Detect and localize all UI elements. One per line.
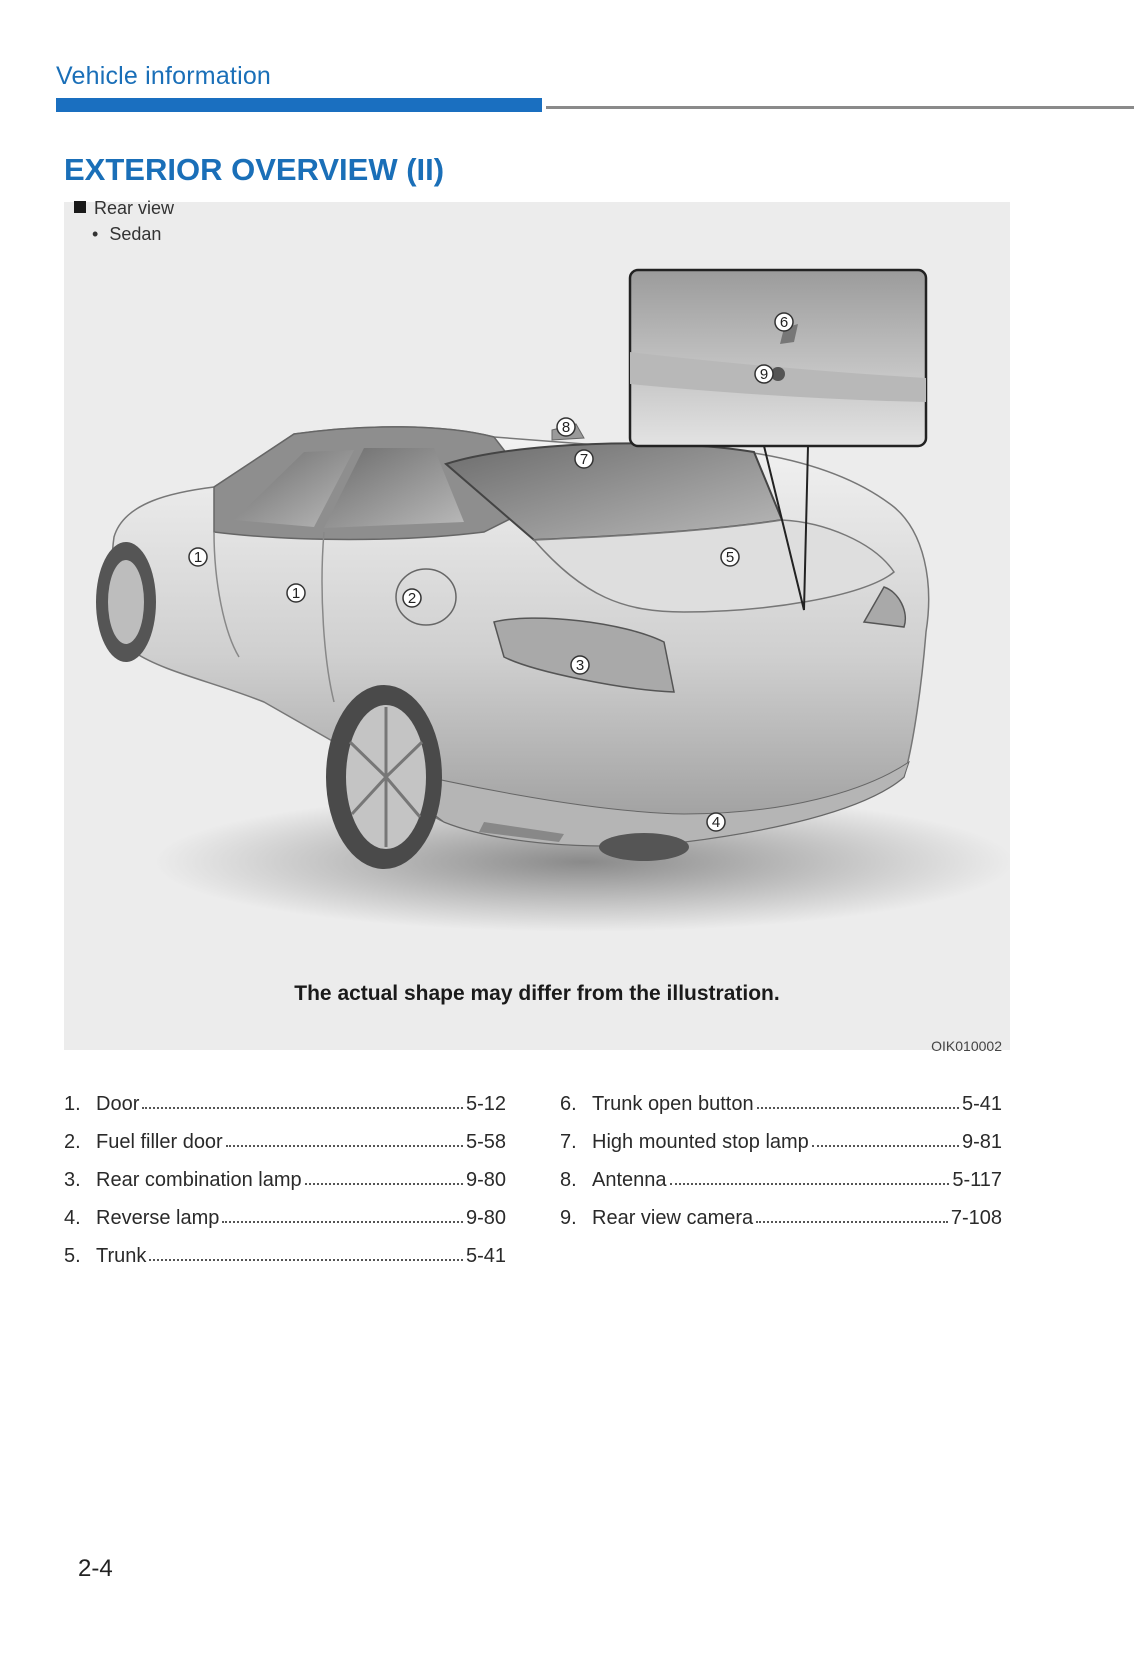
front-rim — [108, 560, 144, 644]
list-item — [64, 1116, 506, 1154]
leader-dots — [142, 1107, 463, 1109]
list-item — [560, 1078, 1002, 1116]
callout-marker — [287, 584, 305, 602]
item-number: 8. — [560, 1169, 577, 1191]
parts-list-right — [560, 1078, 1002, 1230]
page-reference: 5-41 — [961, 1093, 1002, 1115]
item-number: 2. — [64, 1131, 81, 1153]
page-reference: 7-108 — [950, 1207, 1002, 1229]
list-item — [64, 1154, 506, 1192]
item-label: Reverse lamp — [96, 1207, 220, 1229]
exterior-illustration — [64, 198, 1010, 1054]
callout-label: 5 — [725, 549, 735, 566]
callout-label: 3 — [575, 657, 585, 674]
page-reference: 9-80 — [465, 1207, 506, 1229]
list-item — [560, 1116, 1002, 1154]
page-reference: 9-80 — [465, 1169, 506, 1191]
item-label: High mounted stop lamp — [592, 1131, 809, 1153]
item-label: Door — [96, 1093, 140, 1115]
dot-bullet-icon: • — [92, 224, 99, 244]
page-reference: 5-117 — [952, 1169, 1002, 1191]
item-label: Rear combination lamp — [96, 1169, 302, 1191]
leader-dots — [226, 1145, 463, 1147]
list-item — [64, 1078, 506, 1116]
item-number: 9. — [560, 1207, 577, 1229]
item-label: Antenna — [592, 1169, 667, 1191]
item-label: Fuel filler door — [96, 1131, 223, 1153]
page-number: 2-4 — [78, 1555, 113, 1582]
item-label: Trunk — [96, 1245, 147, 1267]
item-number: 5. — [64, 1245, 81, 1267]
section-header: Vehicle information — [56, 62, 272, 90]
item-label: Trunk open button — [592, 1093, 754, 1115]
leader-dots — [757, 1107, 959, 1109]
callout-label: 1 — [291, 585, 301, 602]
variant-label: Sedan — [109, 224, 162, 244]
header-rule-gray — [546, 106, 1134, 109]
callout-label: 1 — [193, 549, 203, 566]
page-reference: 5-12 — [465, 1093, 506, 1115]
leader-dots — [812, 1145, 959, 1147]
figure-caption: The actual shape may differ from the illustration. — [294, 982, 780, 1005]
leader-dots — [222, 1221, 463, 1223]
leader-dots — [305, 1183, 463, 1185]
car-rear-view-drawing — [64, 202, 1010, 1050]
item-label: Rear view camera — [592, 1207, 754, 1229]
callout-marker — [403, 589, 421, 607]
callout-marker — [721, 548, 739, 566]
callout-marker — [575, 450, 593, 468]
callout-label: 8 — [561, 419, 571, 436]
page-title: EXTERIOR OVERVIEW (II) — [64, 152, 445, 187]
page-reference: 5-58 — [465, 1131, 506, 1153]
leader-dots — [149, 1259, 463, 1261]
view-label: Rear view — [94, 198, 175, 218]
callout-label: 2 — [407, 590, 417, 607]
leader-dots — [756, 1221, 948, 1223]
leader-dots — [670, 1183, 950, 1185]
header-rule-accent — [56, 98, 542, 112]
list-item — [560, 1192, 1002, 1230]
callout-marker — [775, 313, 793, 331]
item-number: 7. — [560, 1131, 577, 1153]
callout-label: 6 — [779, 314, 789, 331]
figure-code: OIK010002 — [931, 1038, 1002, 1054]
item-number: 6. — [560, 1093, 577, 1115]
list-item — [64, 1230, 506, 1268]
parts-list-left — [64, 1078, 506, 1268]
callout-marker — [189, 548, 207, 566]
list-item — [560, 1154, 1002, 1192]
callout-marker — [557, 418, 575, 436]
callout-label: 9 — [759, 366, 769, 383]
page-reference: 5-41 — [465, 1245, 506, 1267]
callout-marker — [571, 656, 589, 674]
callout-label: 7 — [579, 451, 589, 468]
callout-marker — [755, 365, 773, 383]
item-number: 1. — [64, 1093, 81, 1115]
list-item — [64, 1192, 506, 1230]
exhaust-tip — [599, 833, 689, 861]
page-reference: 9-81 — [961, 1131, 1002, 1153]
callout-label: 4 — [711, 814, 721, 831]
item-number: 4. — [64, 1207, 81, 1229]
item-number: 3. — [64, 1169, 81, 1191]
callout-marker — [707, 813, 725, 831]
